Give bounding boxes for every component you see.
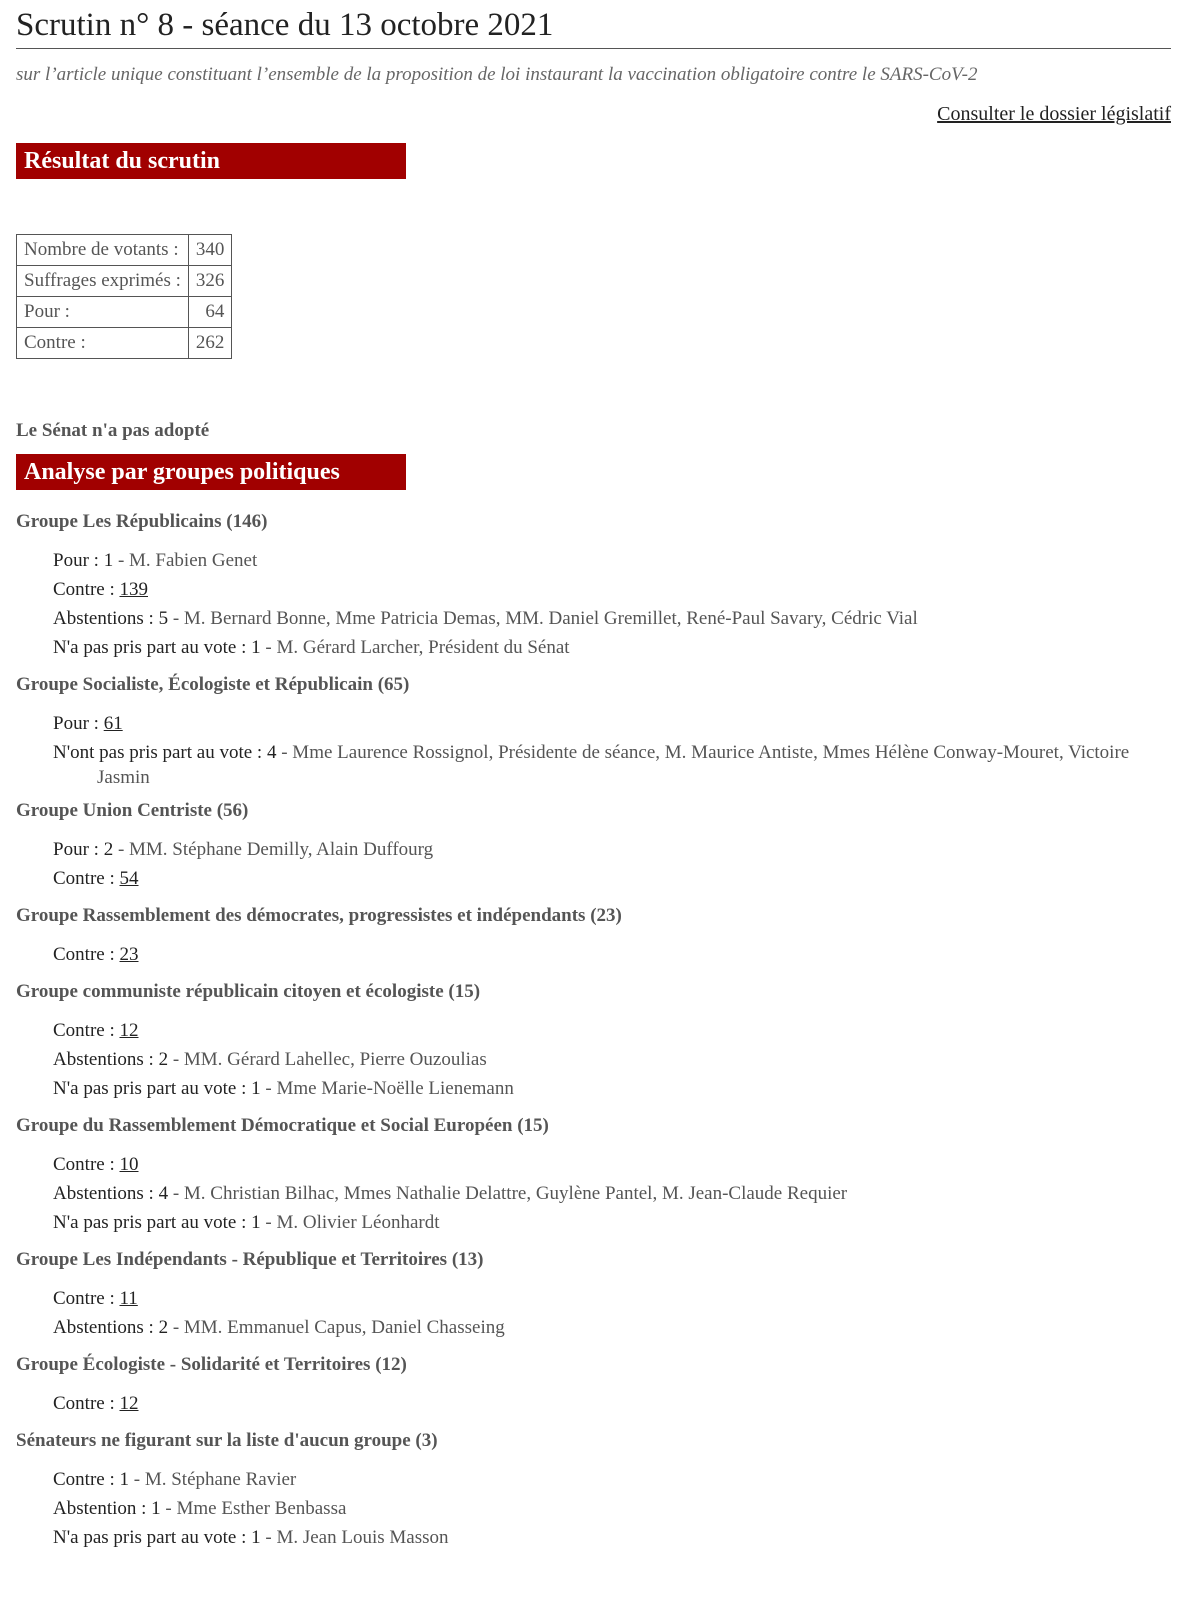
group-title: Groupe du Rassemblement Démocratique et Social Européen (15) [16,1115,549,1136]
vote-line: Pour : 2 - MM. Stéphane Demilly, Alain Duffourg [53,839,434,860]
vote-line [53,577,1171,606]
vote-names: MM. Gérard Lahellec, Pierre Ouzoulias [183,1049,487,1070]
vote-label: Pour : [53,550,99,571]
result-label: Nombre de votants : [17,235,189,266]
vote-label: N'ont pas pris part au vote : [53,742,263,763]
group-title: Groupe Les Indépendants - République et Territoires (13) [16,1249,484,1270]
vote-names: Mme Marie-Noëlle Lienemann [276,1078,514,1099]
result-value: 326 [188,266,232,297]
vote-names: M. Gérard Larcher, Président du Sénat [276,637,570,658]
vote-line [53,1152,1171,1181]
vote-line: Contre : 1 - M. Stéphane Ravier [53,1469,297,1490]
vote-names: M. Christian Bilhac, Mmes Nathalie Delattre, Guylène Pantel, M. Jean-Claude Requier [183,1183,848,1204]
vote-count: 1 [119,1469,129,1490]
analysis-heading: Analyse par groupes politiques [16,454,406,490]
vote-line [53,1018,1171,1047]
result-row [17,328,232,359]
vote-names: M. Stéphane Ravier [144,1469,297,1490]
result-table [16,234,232,359]
vote-count: 1 [103,550,114,571]
adoption-status: Le Sénat n'a pas adopté [16,420,210,441]
vote-names: M. Olivier Léonhardt [276,1212,440,1233]
vote-label: Pour : [53,713,99,734]
vote-count: 2 [103,839,114,860]
vote-count: 2 [158,1049,169,1070]
vote-count-link[interactable]: 54 [119,868,139,889]
vote-count: 1 [151,1498,161,1519]
vote-names: MM. Stéphane Demilly, Alain Duffourg [129,839,434,860]
dossier-legislatif-link[interactable]: Consulter le dossier législatif [937,103,1171,125]
group-title: Groupe Union Centriste (56) [16,800,249,821]
vote-label: Contre : [53,944,115,965]
result-label: Suffrages exprimés : [17,266,189,297]
vote-names: MM. Emmanuel Capus, Daniel Chasseing [183,1317,505,1338]
vote-count: 1 [251,637,261,658]
result-row [17,235,232,266]
vote-label: N'a pas pris part au vote : [53,637,247,658]
vote-names: M. Jean Louis Masson [276,1527,449,1548]
vote-count: 2 [158,1317,169,1338]
vote-names: Mme Laurence Rossignol, Présidente de séance, M. Maurice Antiste, Mmes Hélène Conway-Mouret, Victoire Jasmin [97,742,1130,788]
result-value: 64 [188,297,232,328]
vote-count-link[interactable]: 139 [119,579,148,600]
vote-line [53,1286,1171,1315]
vote-line: N'ont pas pris part au vote : 4 - Mme Laurence Rossignol, Présidente de séance, M. Maurice Antiste, Mmes Hélène Conway-Mouret, Victoire Jasmin [53,742,1130,788]
vote-count: 4 [266,742,277,763]
vote-names: M. Bernard Bonne, Mme Patricia Demas, MM. Daniel Gremillet, René-Paul Savary, Cédric Vial [183,608,918,629]
vote-line: N'a pas pris part au vote : 1 - M. Olivier Léonhardt [53,1212,440,1233]
vote-label: Contre : [53,1288,115,1309]
vote-line: N'a pas pris part au vote : 1 - M. Jean Louis Masson [53,1527,449,1548]
vote-label: Contre : [53,1020,115,1041]
result-label: Contre : [17,328,189,359]
vote-count: 1 [251,1078,261,1099]
result-row [17,297,232,328]
vote-line: Abstentions : 4 - M. Christian Bilhac, Mmes Nathalie Delattre, Guylène Pantel, M. Jean-Claude Requier [53,1183,848,1204]
result-value: 340 [188,235,232,266]
vote-label: Contre : [53,1469,115,1490]
vote-line: Abstentions : 2 - MM. Gérard Lahellec, Pierre Ouzoulias [53,1049,487,1070]
vote-label: Pour : [53,839,99,860]
vote-count: 4 [158,1183,169,1204]
group-title: Groupe Écologiste - Solidarité et Territoires (12) [16,1354,407,1375]
group-title: Groupe Rassemblement des démocrates, progressistes et indépendants (23) [16,905,622,926]
vote-count: 5 [158,608,169,629]
vote-label: Abstentions : [53,1049,154,1070]
result-heading: Résultat du scrutin [16,143,406,179]
vote-label: Abstentions : [53,1183,154,1204]
group-title: Sénateurs ne figurant sur la liste d'aucun groupe (3) [16,1430,438,1451]
vote-line [53,866,1171,895]
vote-count: 1 [251,1527,261,1548]
vote-line: N'a pas pris part au vote : 1 - Mme Marie-Noëlle Lienemann [53,1078,514,1099]
vote-count-link[interactable]: 11 [119,1288,138,1309]
vote-label: Contre : [53,579,115,600]
result-label: Pour : [17,297,189,328]
group-title: Groupe communiste républicain citoyen et écologiste (15) [16,981,481,1002]
vote-label: Contre : [53,1393,115,1414]
vote-label: Abstentions : [53,608,154,629]
vote-names: M. Fabien Genet [129,550,258,571]
vote-label: Abstention : [53,1498,147,1519]
vote-line [53,711,1171,740]
vote-label: Abstentions : [53,1317,154,1338]
vote-count-link[interactable]: 10 [119,1154,139,1175]
vote-label: N'a pas pris part au vote : [53,1212,247,1233]
vote-line: Abstentions : 2 - MM. Emmanuel Capus, Daniel Chasseing [53,1317,505,1338]
vote-line: Abstentions : 5 - M. Bernard Bonne, Mme Patricia Demas, MM. Daniel Gremillet, René-Paul Savary, Cédric Vial [53,608,918,629]
vote-count-link[interactable]: 23 [119,944,139,965]
group-title: Groupe Les Républicains (146) [16,511,268,532]
vote-label: Contre : [53,1154,115,1175]
vote-label: N'a pas pris part au vote : [53,1527,247,1548]
vote-count-link[interactable]: 12 [119,1020,139,1041]
groups-list [16,509,1171,1562]
vote-label: N'a pas pris part au vote : [53,1078,247,1099]
group-title: Groupe Socialiste, Écologiste et Républicain (65) [16,674,410,695]
vote-label: Contre : [53,868,115,889]
result-value: 262 [188,328,232,359]
result-row [17,266,232,297]
vote-line: Pour : 1 - M. Fabien Genet [53,550,258,571]
vote-line [53,1391,1171,1420]
vote-count-link[interactable]: 12 [119,1393,139,1414]
vote-count-link[interactable]: 61 [103,713,123,734]
vote-line: Abstention : 1 - Mme Esther Benbassa [53,1498,347,1519]
page-title: Scrutin n° 8 - séance du 13 octobre 2021 [16,4,1171,49]
vote-count: 1 [251,1212,261,1233]
page-subtitle: sur l’article unique constituant l’ensemble de la proposition de loi instaurant la vaccination obligatoire contre le SARS-CoV-2 [16,64,978,85]
vote-names: Mme Esther Benbassa [176,1498,347,1519]
vote-line [53,942,1171,971]
vote-line: N'a pas pris part au vote : 1 - M. Gérard Larcher, Président du Sénat [53,637,570,658]
